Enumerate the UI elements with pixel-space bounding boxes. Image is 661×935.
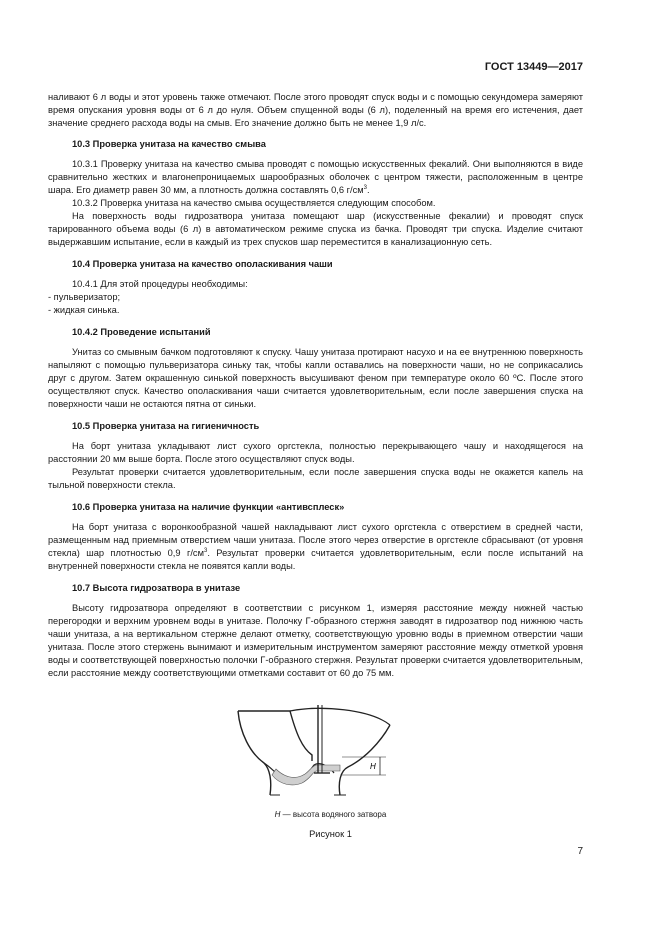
- list-item-blue-dye: - жидкая синька.: [48, 305, 120, 315]
- toilet-rim-outline: [238, 711, 312, 761]
- paragraph-10-5-b: Результат проверки считается удовлетворительным, если после завершения спуска воды не окажется капель на тыльной поверхности стекла.: [48, 467, 583, 490]
- paragraph-10-6: [48, 521, 583, 573]
- period: .: [367, 185, 370, 195]
- superscript-3: 3: [203, 547, 208, 554]
- section-heading-10-6: 10.6 Проверка унитаза на наличие функции «антивсплеск»: [72, 502, 345, 512]
- dimension-label-h: H: [370, 762, 376, 771]
- page-number: 7: [577, 846, 583, 857]
- water-fill: [272, 765, 340, 785]
- figure-toilet-water-seal: [230, 703, 400, 803]
- paragraph-10-4-1: 10.4.1 Для этой процедуры необходимы:: [72, 279, 248, 289]
- paragraph-10-3-1-text: 10.3.1 Проверку унитаза на качество смыва проводят с помощью искусственных фекалий. Они выполняются в виде сравнительно жестких и влагонепроницаемых шарообразных оболочек с центром тяжести, расположенным в центре шара. Его диаметр равен 30 мм, а плотность должна составлять 0,6 г/см: [48, 159, 583, 195]
- section-heading-10-7: 10.7 Высота гидрозатвора в унитазе: [72, 583, 241, 593]
- paragraph-10-5-a: На борт унитаза укладывают лист сухого оргстекла, полностью перекрывающего чашу и находящегося на расстоянии 20 мм выше борта. После этого осуществляют спуск воды.: [48, 441, 583, 464]
- paragraph-10-3-2: 10.3.2 Проверка унитаза на качество смыва осуществляется следующим способом.: [72, 198, 436, 208]
- section-heading-10-5: 10.5 Проверка унитаза на гигиеничность: [72, 421, 260, 431]
- legend-text: — высота водяного затвора: [280, 810, 387, 819]
- standard-number: ГОСТ 13449—2017: [484, 61, 583, 73]
- section-heading-10-4: 10.4 Проверка унитаза на качество ополаскивания чаши: [72, 259, 333, 269]
- paragraph-10-3-2-method: На поверхность воды гидрозатвора унитаза помещают шар (искусственные фекалии) и проводят спуск тарированного объема воды (6 л) в автоматическом режиме спуска из бачка. Проводят три спуска. Изделие считают выдержавшим испытание, если в каждый из трех спусков шар переместится в канализационную сеть.: [48, 211, 583, 247]
- toilet-back-wall: [238, 711, 271, 795]
- paragraph-10-4-2: Унитаз со смывным бачком подготовляют к спуску. Чашу унитаза протирают насухо и на ее внутреннюю поверхность напыляют с помощью пульверизатора синьку так, чтобы капли оставались на поверхности чаши, но не соприкасались друг с другом. Затем окрашенную синькой поверхность высушивают феном при температуре около 60 ºС. После этого осуществляют спуск. Качество ополаскивания чаши считается удовлетворительным, если после завершения спуска на поверхности чаши не остаются пятна от синьки.: [48, 347, 583, 409]
- paragraph-10-6-text-b: . Результат проверки считается удовлетворительным, если после испытаний на внутренней поверхности стекла не появятся капли воды.: [48, 548, 583, 571]
- legend-symbol: H: [274, 810, 281, 819]
- section-heading-10-3: 10.3 Проверка унитаза на качество смыва: [72, 139, 266, 149]
- superscript-3: 3: [363, 184, 367, 191]
- toilet-bowl-front: [339, 725, 390, 795]
- figure-legend: [0, 810, 661, 819]
- figure-title: Рисунок 1: [309, 829, 352, 839]
- paragraph-10-7: Высоту гидрозатвора определяют в соответствии с рисунком 1, измеряя расстояние между нижней частью перегородки и верхним уровнем воды в унитазе. Полочку Г-образного стержня заводят в гидрозатвор под нижнюю часть чаши унитаза, а на вертикальном стержне делают отметку, соответствующую уровню воды в приемном отверстии чаши унитаза. После этого стержень вынимают и измерительным инструментом замеряют расстояние между отметкой уровня воды и соответствующей поверхностью полочки Г-образного стержня. Результат проверки считается удовлетворительным, если расстояние между соответствующими отметками составит от 60 до 75 мм.: [48, 603, 583, 678]
- paragraph-flush-rate: наливают 6 л воды и этот уровень также отмечают. После этого проводят спуск воды и с помощью секундомера замеряют время опускания уровня воды от 6 л до нуля. Объем спущенной воды (6 л), поделенный на время его истечения, дает значение среднего расхода воды на смыв. Его значение должно быть не менее 1,9 л/с.: [48, 92, 583, 128]
- toilet-rim-top: [290, 708, 390, 725]
- paragraph-10-3-1: [48, 158, 583, 197]
- body-text: [48, 91, 583, 680]
- paragraph-10-6-text-a: На борт унитаза с воронкообразной чашей накладывают лист сухого оргстекла с отверстием в средней части, размещенным над приемным отверстием чаши унитаза. После этого через отверстие в оргстекле сбрасывают (от уровня стекла) шар плотностью 0,9 г/см: [48, 522, 583, 558]
- section-heading-10-4-2: 10.4.2 Проведение испытаний: [72, 327, 211, 337]
- list-item-sprayer: - пульверизатор;: [48, 292, 121, 302]
